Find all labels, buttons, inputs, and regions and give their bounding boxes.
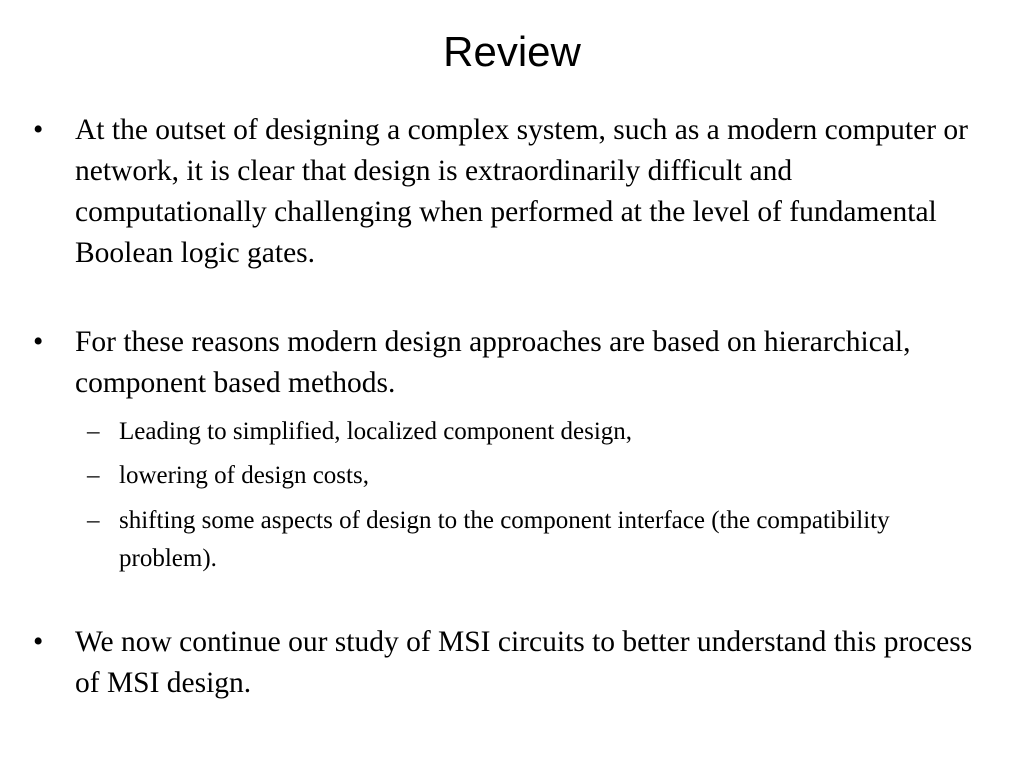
bullet-text: At the outset of designing a complex system, such as a modern computer or network, it is clear that design is extraordinarily difficult and computationally challenging when performed at the level of fundamental Boolean logic gates. [75, 114, 968, 269]
sub-bullet-item [87, 502, 979, 578]
bullet-marker: • [33, 114, 44, 146]
sub-bullet-text: Leading to simplified, localized component design, [119, 418, 633, 445]
sub-bullet-item [87, 457, 979, 495]
sub-bullet-marker: – [87, 418, 100, 445]
bullet-item [33, 322, 975, 404]
bullet-item [33, 622, 975, 704]
slide-title: Review [443, 28, 581, 75]
bullet-text: We now continue our study of MSI circuits to better understand this process of MSI design. [75, 626, 973, 699]
bullet-marker: • [33, 326, 44, 358]
sub-bullet-item [87, 413, 979, 451]
sub-bullet-text: lowering of design costs, [119, 462, 369, 489]
sub-bullet-marker: – [87, 462, 100, 489]
bullet-text: For these reasons modern design approaches are based on hierarchical, component based methods. [75, 326, 911, 399]
bullet-marker: • [33, 626, 44, 658]
sub-bullet-marker: – [87, 507, 100, 534]
bullet-item [33, 110, 975, 274]
sub-bullet-text: shifting some aspects of design to the component interface (the compatibility problem). [119, 507, 890, 572]
